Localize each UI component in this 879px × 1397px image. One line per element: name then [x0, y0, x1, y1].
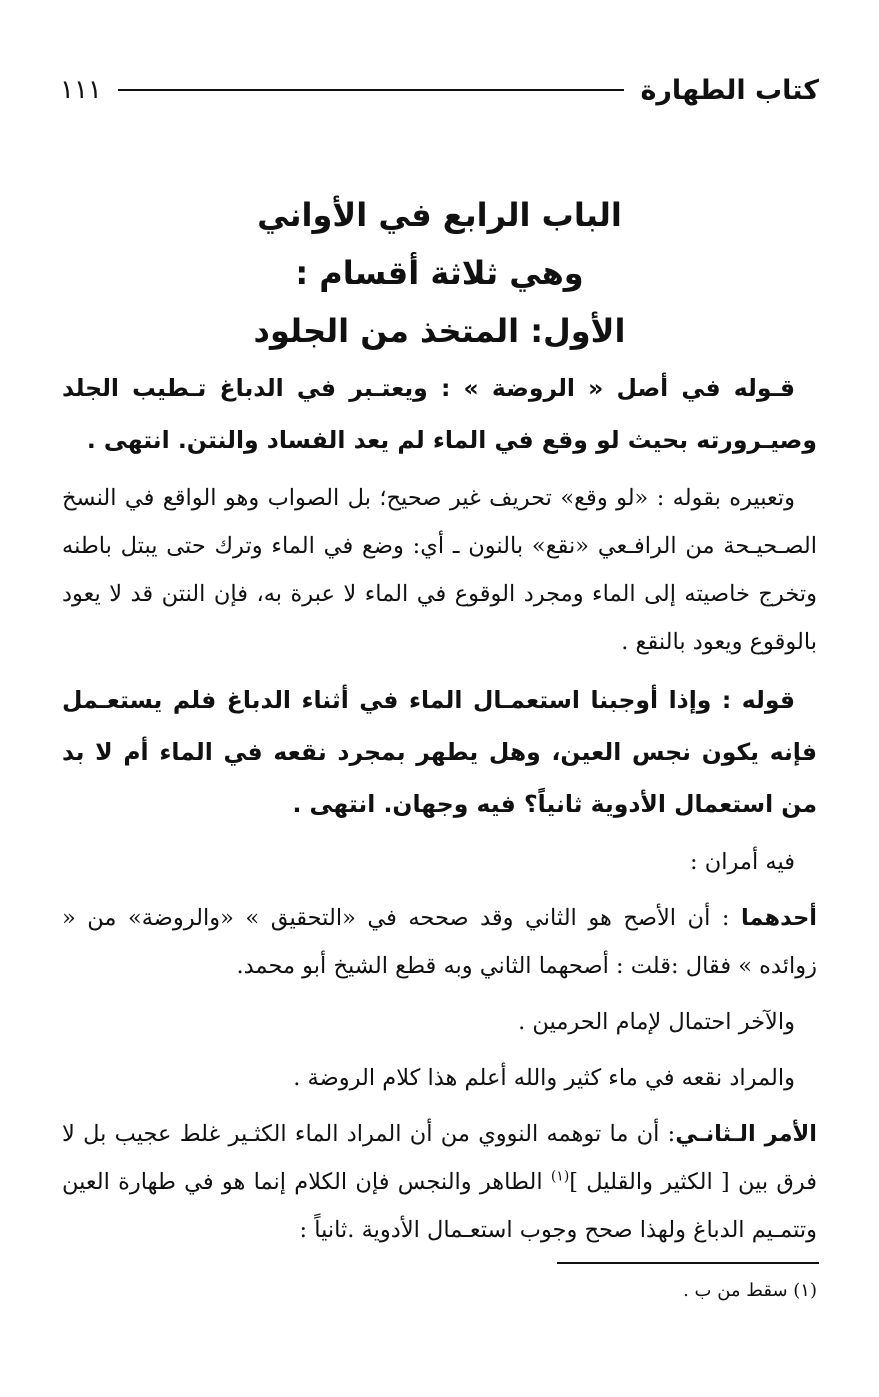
chapter-title: الباب الرابع في الأواني — [257, 196, 622, 234]
first-matter-label: أحدهما — [740, 905, 817, 931]
second-matter-label: الأمر الـثانـي — [675, 1121, 817, 1147]
chapter-subtitle: وهي ثلاثة أقسام : — [295, 254, 584, 292]
page-number: ١١١ — [60, 75, 102, 105]
footnote: (١) سقط من ب . — [683, 1280, 817, 1301]
running-header — [60, 70, 819, 110]
footnote-rule — [557, 1262, 819, 1264]
first-matter-paragraph — [62, 894, 817, 990]
two-matters-line: فيه أمران : — [690, 849, 795, 875]
book-title: كتاب الطهارة — [640, 74, 819, 106]
footnote-marker: (١) — [550, 1168, 570, 1185]
other-opinion-line: والآخر احتمال لإمام الحرمين . — [518, 1009, 795, 1035]
body-text — [62, 362, 817, 1254]
quote-paragraph-2: قوله : وإذا أوجبنا استعمـال الماء في أثناء الدباغ فلم يستعـمل فإنه يكون نجس العين، وهل يطهر بمجرد نقعه في الماء أم لا بد من استعمال الأدوية ثانياً؟ فيه وجهان. انتهى . — [62, 686, 817, 818]
second-matter-text-a: : أن ما توهمه النووي من أن المراد الماء الكثـير غلط عجيب بل لا فرق بين [ الكثير والقليل ] — [62, 1121, 817, 1195]
commentary-paragraph-1: وتعبيره بقوله : «لو وقع» تحريف غير صحيح؛ بل الصواب وهو الواقع في النسخ الصـحيـحة من الرافـعي «نقع» بالنون ـ أي: وضع في الماء وترك حتى يبتل باطنه وتخرج خاصيته إلى الماء ومجرد الوقوع في الماء لا عبرة به، فإن النتن قد لا يعود بالوقوع ويعود بالنقع . — [62, 485, 817, 655]
section-heading: الأول: المتخذ من الجلود — [253, 312, 626, 350]
header-rule — [118, 89, 625, 91]
second-matter-text-b: الطاهر والنجس فإن الكلام إنما هو في طهارة العين وتتمـيم الدباغ ولهذا صحح وجوب استعـمال الأدوية .ثانياً : — [62, 1169, 817, 1243]
quote-paragraph-1: قـوله في أصل « الروضة » : ويعتـبر في الدباغ تـطيب الجلد وصيـرورته بحيث لو وقع في الماء لم يعد الفساد والنتن. انتهى . — [62, 374, 817, 454]
second-matter-paragraph — [62, 1110, 817, 1254]
first-matter-text: : أن الأصح هو الثاني وقد صححه في «التحقيق » «والروضة» من « زوائده » فقال :قلت : أصحهما الثاني وبه قطع الشيخ أبو محمد. — [62, 905, 817, 979]
meaning-line: والمراد نقعه في ماء كثير والله أعلم هذا كلام الروضة . — [293, 1065, 795, 1091]
